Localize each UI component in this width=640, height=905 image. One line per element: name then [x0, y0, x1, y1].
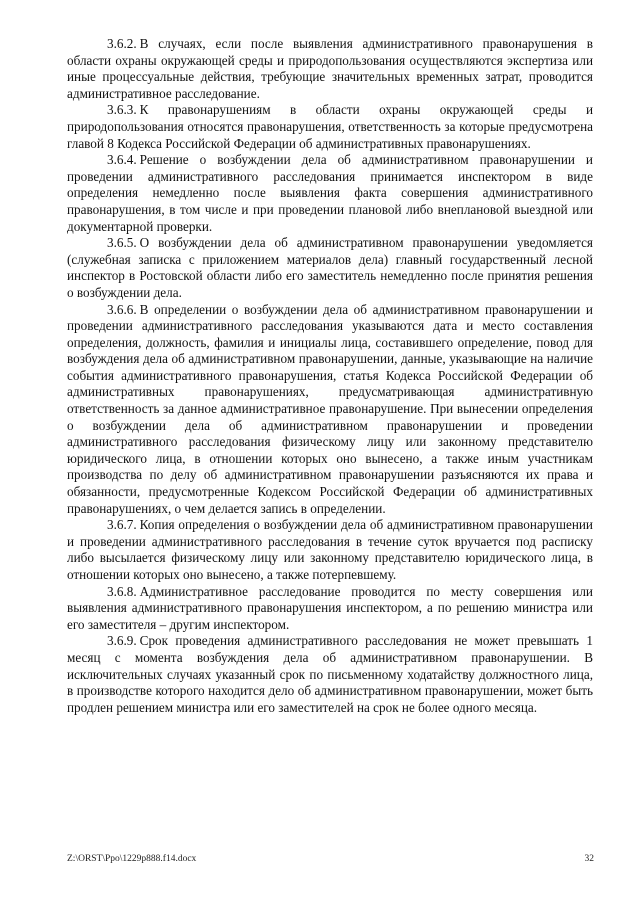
paragraph-number: 3.6.7. — [107, 517, 137, 533]
paragraph-text: В случаях, если после выявления административного правонарушения в области охраны окружающей среды и природопользования осуществляются экспертиза или иные процессуальные действия, требующие значительных временных затрат, проводится административное расследование. — [67, 36, 593, 101]
paragraph-3-6-6 — [67, 302, 593, 518]
paragraph-number: 3.6.4. — [107, 152, 137, 168]
paragraph-text: Копия определения о возбуждении дела об административном правонарушении и проведении административного расследования в течение суток вручается под расписку либо высылается физическому лицу или законному представителю юридического лица, в отношении которых оно вынесено, а также потерпевшему. — [67, 517, 593, 582]
paragraph-3-6-4 — [67, 152, 593, 235]
paragraph-3-6-7 — [67, 517, 593, 583]
document-body — [67, 36, 593, 716]
paragraph-number: 3.6.6. — [107, 301, 137, 317]
paragraph-number: 3.6.2. — [107, 36, 137, 51]
paragraph-3-6-2 — [67, 36, 593, 102]
paragraph-text: Административное расследование проводится по месту совершения или выявления административного правонарушения инспектором, а по решению министра или его заместителя – другим инспектором. — [67, 583, 593, 632]
paragraph-number: 3.6.5. — [107, 235, 137, 251]
paragraph-number: 3.6.8. — [107, 583, 137, 599]
paragraph-3-6-8 — [67, 584, 593, 634]
paragraph-text: О возбуждении дела об административном правонарушении уведомляется (служебная записка с приложением материалов дела) главный государственный лесной инспектор в Ростовской области либо его заместитель немедленно после принятия решения о возбуждении дела. — [67, 235, 593, 300]
paragraph-number: 3.6.3. — [107, 102, 137, 118]
paragraph-text: Решение о возбуждении дела об административном правонарушении и проведении административного расследования принимается инспектором в виде определения немедленно после выявления факта совершения административного правонарушения, в том числе и при проведении плановой либо внеплановой выездной или документарной проверки. — [67, 152, 593, 234]
page-number: 32 — [584, 854, 594, 864]
paragraph-3-6-5 — [67, 235, 593, 301]
paragraph-3-6-3 — [67, 102, 593, 152]
footer-file-path: Z:\ORST\Ppo\1229p888.f14.docx — [67, 854, 197, 864]
paragraph-text: К правонарушениям в области охраны окружающей среды и природопользования относятся правонарушения, ответственность за которые предусмотрена главой 8 Кодекса Российской Федерации об административных правонарушениях. — [67, 102, 593, 151]
paragraph-text: Срок проведения административного расследования не может превышать 1 месяц с момента возбуждения дела об административном правонарушении. В исключительных случаях указанный срок по письменному ходатайству должностного лица, в производстве которого находится дело об административном правонарушении, может быть продлен решением министра или его заместителей на срок не более одного месяца. — [67, 633, 593, 715]
paragraph-number: 3.6.9. — [107, 633, 137, 649]
paragraph-text: В определении о возбуждении дела об административном правонарушении и проведении административного расследования указываются дата и место составления определения, должность, фамилия и инициалы лица, составившего определение, повод для возбуждения дела об административном правонарушении, данные, указывающие на наличие события административного правонарушения, статья Кодекса Российской Федерации об административных правонарушениях, предусматривающая административную ответственность за данное административное правонарушение. При вынесении определения о возбуждении дела об административном правонарушении и проведении административного расследования физическому лицу или законному представителю юридического лица, в отношении которых оно вынесено, а также иным участникам производства по делу об административном правонарушении разъясняются их права и обязанности, предусмотренные Кодексом Российской Федерации об административных правонарушениях, о чем делается запись в определении. — [67, 301, 593, 516]
paragraph-3-6-9 — [67, 633, 593, 716]
